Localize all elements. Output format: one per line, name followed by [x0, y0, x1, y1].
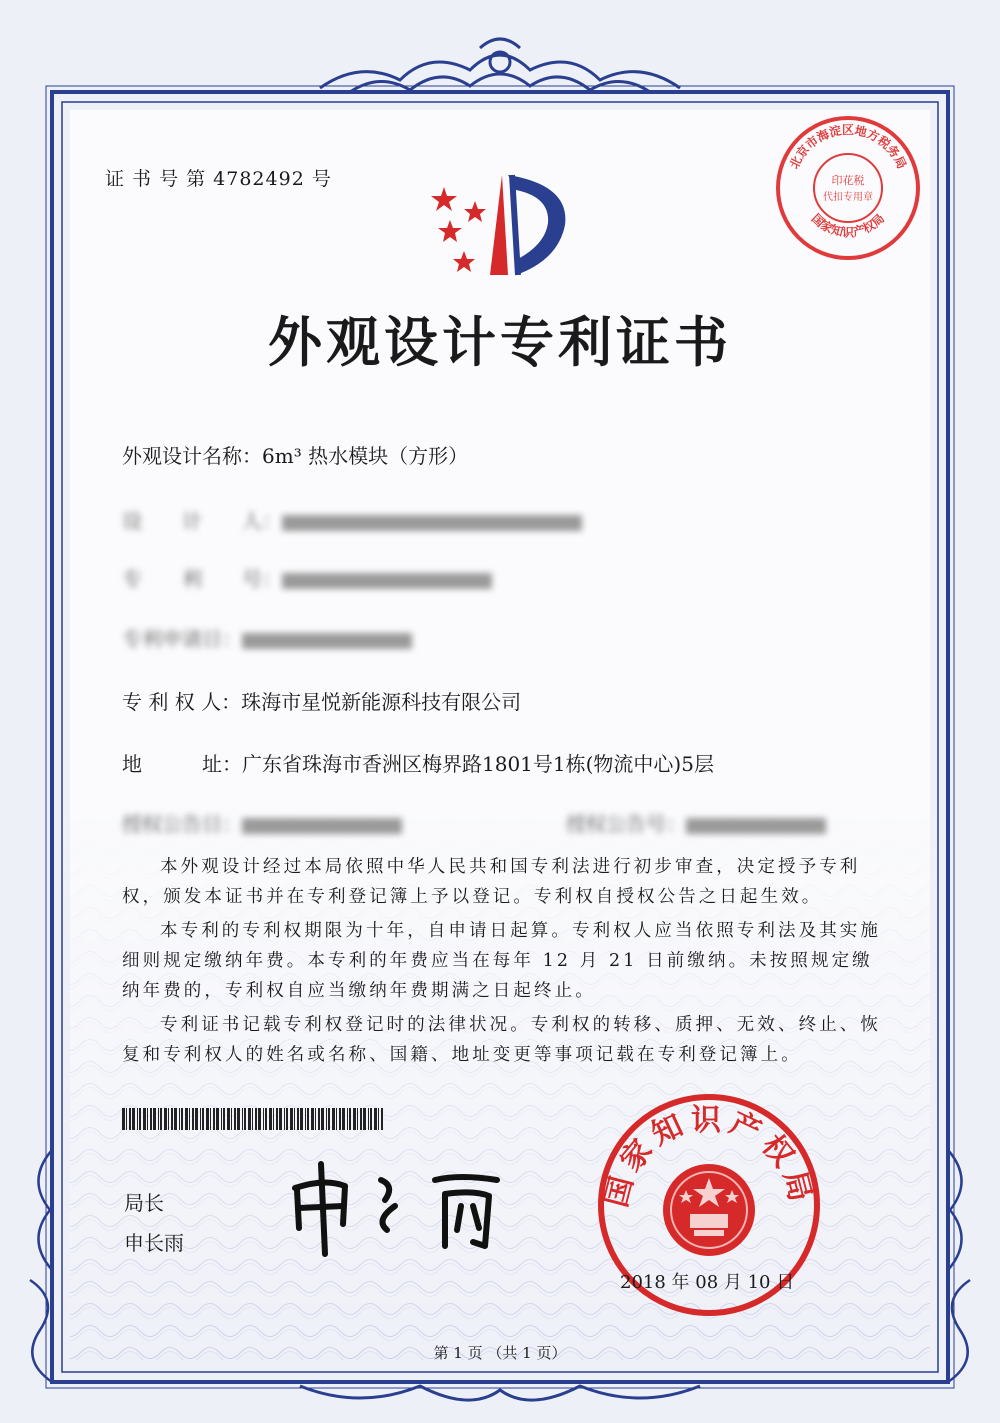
tax-stamp-ring-text: 北京市海淀区地方税务局 — [786, 123, 910, 171]
body-paragraph-3: 专利证书记载专利权登记时的法律状况。专利权的转移、质押、无效、终止、恢复和专利权人的姓名或名称、国籍、地址变更等事项记载在专利登记簿上。 — [122, 1015, 881, 1065]
certificate-number: 证 书 号 第 4782492 号 — [105, 168, 332, 190]
designer-label: 设 计 人： — [122, 509, 282, 533]
grant-date-label: 授权公告日： — [122, 812, 242, 836]
director-signature — [285, 1150, 515, 1260]
design-name-label: 外观设计名称： — [122, 444, 262, 468]
patent-number-row — [122, 563, 492, 592]
national-emblem-icon — [663, 1164, 755, 1256]
barcode — [122, 1108, 384, 1130]
issue-date: 2018 年 08 月 10 日 — [620, 1272, 795, 1293]
svg-text:国家知识产权局 — [809, 211, 887, 239]
design-name-row — [122, 440, 468, 469]
svg-text:北京市海淀区地方税务局 — [787, 122, 909, 171]
tax-stamp — [772, 112, 924, 264]
grant-date-row — [122, 808, 402, 837]
body-paragraph-1: 本外观设计经过本局依照中华人民共和国专利法进行初步审查，决定授予专利权，颁发本证书并在专利登记簿上予以登记。专利权自授权公告之日起生效。 — [122, 857, 861, 907]
address-row — [122, 748, 714, 777]
grant-pub-row — [566, 808, 826, 837]
patent-office-emblem — [420, 165, 600, 295]
director-name: 申长雨 — [124, 1231, 184, 1255]
director-title: 局长 — [124, 1191, 164, 1215]
design-name-value: 6m³ 热水模块（方形） — [262, 444, 469, 468]
patent-number-label: 专 利 号： — [122, 567, 282, 591]
certificate-title: 外观设计专利证书 — [268, 310, 732, 374]
tax-stamp-center-2: 代扣专用章 — [823, 192, 873, 203]
tax-stamp-bottom-text: 国家知识产权局 — [808, 211, 888, 240]
page-indicator: 第 1 页 （共 1 页） — [433, 1344, 567, 1362]
grant-pub-label: 授权公告号： — [566, 812, 686, 836]
seal-ring-text: 国家知识产权局 — [598, 1102, 820, 1211]
filing-date-label: 专利申请日： — [122, 627, 242, 651]
filing-date-row — [122, 623, 412, 652]
certificate-body — [122, 852, 882, 1074]
tax-stamp-center-1: 印花税 — [831, 174, 865, 187]
address-label: 地 址： — [122, 752, 242, 776]
patentee-row — [122, 686, 521, 715]
body-paragraph-2: 本专利的专利权期限为十年，自申请日起算。专利权人应当依照专利法及其实施细则规定缴纳年费。本专利的年费应当在每年 12 月 21 日前缴纳。未按照规定缴纳年费的，专利权自应当缴纳年费期满之日起终止。 — [122, 921, 881, 1001]
address-value: 广东省珠海市香洲区梅界路1801号1栋(物流中心)5层 — [242, 752, 714, 776]
patentee-value: 珠海市星悦新能源科技有限公司 — [241, 690, 522, 714]
designer-row — [122, 505, 582, 534]
patentee-label: 专 利 权 人： — [122, 690, 242, 714]
